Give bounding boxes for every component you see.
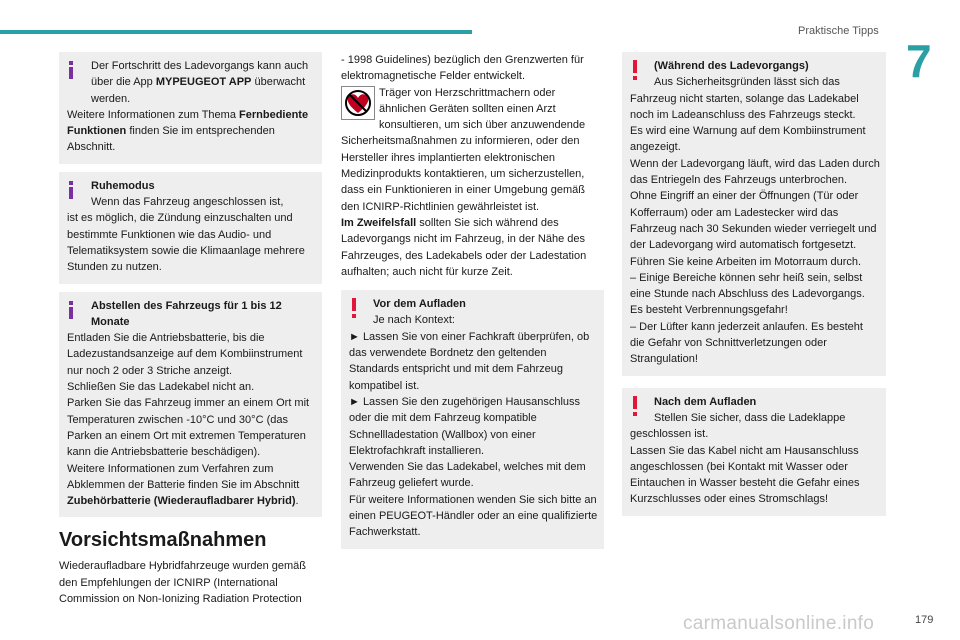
pacemaker-text: Träger von Herzschrittmachern oder ähnlichen Geräten sollten einen Arzt konsultieren, um sich über anzuwendende Sicherheitsmaßnahmen zu informieren, oder den Hersteller ihres implantierten elektronischen Medizinprodukts kontaktieren, um sicherzustellen, dass ein Funktionieren in einer Umgebung gemäß den ICNIRP-Richtlinien gewährleistet ist.	[341, 86, 586, 213]
warning-paragraph: Fahrzeug nicht starten, solange das Ladekabel noch im Ladeanschluss des Fahrzeugs steckt.	[630, 92, 859, 121]
warning-paragraph: – Einige Bereiche können sehr heiß sein, selbst eine Stunde nach Abschluss des Ladevorgangs. Es besteht Verbrennungsgefahr!	[630, 271, 865, 317]
warning-line1: Aus Sicherheitsgründen lässt sich das	[654, 76, 840, 89]
info-box-parking	[59, 292, 322, 518]
info-text-line1: Wenn das Fahrzeug angeschlossen ist,	[91, 196, 284, 209]
warning-title: (Während des Ladevorgangs)	[654, 60, 809, 72]
column-3	[622, 52, 886, 524]
warning-box-before-charging	[341, 290, 604, 548]
info-text: ist es möglich, die Zündung einzuschalten und bestimmte Funktionen wie das Audio- und Telematiksystem sowie die Klimaanlage mehrere Stunden zu nutzen.	[67, 212, 305, 274]
warning-line1: Stellen Sie sicher, dass die Ladeklappe	[654, 411, 846, 424]
section-title: Praktische Tipps	[798, 25, 879, 37]
warning-paragraph: Für weitere Informationen wenden Sie sich bitte an einen PEUGEOT-Händler oder an eine qualifizierte Fachwerkstatt.	[349, 493, 598, 539]
warning-box-after-charging	[622, 388, 886, 516]
info-box-charging-progress	[59, 52, 322, 164]
warning-paragraph: ► Lassen Sie von einer Fachkraft überprüfen, ob das verwendete Bordnetz den geltenden Standards entspricht und mit dem Fahrzeug kompatibel ist.	[349, 330, 590, 392]
warning-paragraph: ► Lassen Sie den zugehörigen Hausanschluss oder die mit dem Fahrzeug kompatible Schnellladestation (Wallbox) von einer Elektrofachkraft installieren.	[349, 395, 581, 457]
warning-box-during-charging	[622, 52, 886, 376]
info-paragraph: Schließen Sie das Ladekabel nicht an.	[67, 381, 255, 394]
doubt-paragraph: Im Zweifelsfall sollten Sie sich während des Ladevorgangs nicht im Fahrzeug, in der Nähe des Fahrzeuges, des Ladekabels oder der Ladestation aufhalten; auch nicht für kurze Zeit.	[341, 216, 587, 278]
page-number: 179	[915, 614, 934, 626]
warning-paragraph: Es wird eine Warnung auf dem Kombiinstrument angezeigt.	[630, 125, 866, 154]
warning-paragraph: Wenn der Ladevorgang läuft, wird das Laden durch das Entriegeln des Fahrzeugs unterbrochen.	[630, 157, 880, 187]
info-icon	[69, 61, 73, 79]
info-paragraph: Entladen Sie die Antriebsbatterie, bis die Ladezustandsanzeige auf dem Kombiinstrument nur noch 2 oder 3 Striche anzeigt.	[67, 332, 303, 377]
header-accent-bar	[0, 30, 472, 34]
column-1	[59, 52, 322, 607]
warning-title: Vor dem Aufladen	[373, 298, 466, 311]
warning-paragraph: geschlossen ist.	[630, 428, 709, 441]
chapter-number: 7	[906, 35, 932, 87]
warning-title: Nach dem Aufladen	[654, 395, 757, 408]
intro-paragraph: Wiederaufladbare Hybridfahrzeuge wurden gemäß den Empfehlungen der ICNIRP (International Commission on Non-Ionizing Radiation Protection	[59, 560, 307, 606]
info-title: Abstellen des Fahrzeugs für 1 bis 12 Monate	[91, 299, 282, 328]
watermark: carmanualsonline.info	[683, 613, 875, 634]
warning-paragraph: Ohne Eingriff an einer der Öffnungen (Tür oder Kofferraum) oder am Ladestecker wird das Fahrzeug nach 30 Sekunden wieder verriegelt und der Ladevorgang wird automatisch fortgesetzt.	[630, 190, 877, 252]
info-icon	[69, 181, 73, 199]
info-icon	[69, 301, 73, 319]
info-text: Der Fortschritt des Ladevorgangs kann auch über die App MYPEUGEOT APP überwacht werden.	[91, 60, 309, 105]
continued-paragraph: - 1998 Guidelines) bezüglich den Grenzwerten für elektromagnetische Felder entwickelt.	[341, 54, 584, 83]
section-heading: Vorsichtsmaßnahmen	[59, 529, 267, 552]
column-2	[341, 52, 604, 557]
warning-paragraph: – Der Lüfter kann jederzeit anlaufen. Es besteht die Gefahr von Schnittverletzungen oder Strangulation!	[630, 320, 863, 366]
pacemaker-warning-icon	[341, 86, 375, 120]
warning-icon	[352, 298, 356, 318]
warning-paragraph: Lassen Sie das Kabel nicht am Hausanschluss angeschlossen (bei Kontakt mit Wasser oder Eintauchen in Wasser besteht die Gefahr eines Kurzschlusses oder eines Stromschlags!	[630, 444, 860, 506]
warning-paragraph: Verwenden Sie das Ladekabel, welches mit dem Fahrzeug geliefert wurde.	[349, 461, 586, 490]
info-title: Ruhemodus	[91, 179, 155, 192]
warning-icon	[633, 60, 637, 80]
info-box-sleep-mode	[59, 172, 322, 284]
warning-line1: Je nach Kontext:	[373, 314, 455, 327]
info-text-more: Weitere Informationen zum Thema Fernbediente Funktionen finden Sie im entsprechenden Abschnitt.	[67, 108, 309, 154]
warning-paragraph: Führen Sie keine Arbeiten im Motorraum durch.	[630, 255, 862, 268]
info-paragraph: Weitere Informationen zum Verfahren zum Abklemmen der Batterie finden Sie im Abschnitt Zubehörbatterie (Wiederaufladbarer Hybrid).	[67, 462, 300, 508]
warning-icon	[633, 396, 637, 416]
pacemaker-block	[341, 85, 604, 215]
info-paragraph: Parken Sie das Fahrzeug immer an einem Ort mit Temperaturen zwischen -10°C und 30°C (das Parken an einem Ort mit extremen Temperaturen kann die Antriebsbatterie beschädigen).	[67, 397, 310, 459]
